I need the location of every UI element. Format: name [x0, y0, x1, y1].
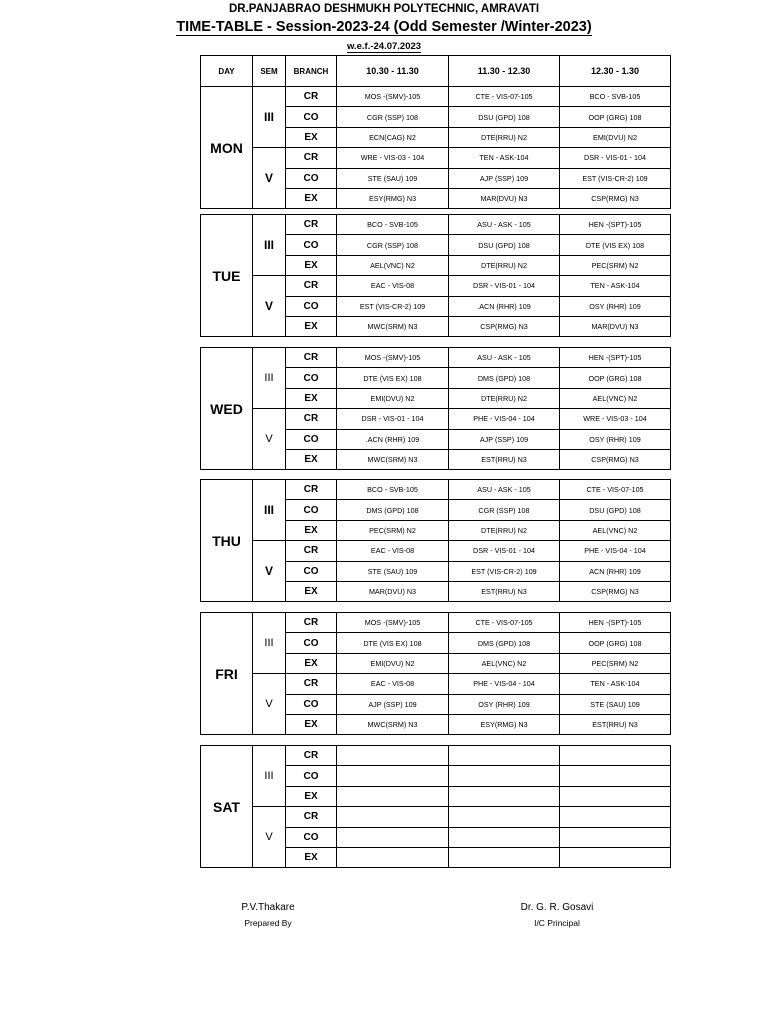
branch-label: CO: [286, 168, 337, 188]
principal-name: Dr. G. R. Gosavi: [520, 902, 594, 913]
slot-cell: [337, 827, 449, 847]
slot-cell: DMS (GPD) 108: [449, 368, 560, 388]
slot-cell: DSU (GPD) 108: [449, 235, 560, 255]
sem-label: III: [253, 215, 286, 276]
sem-label: III: [253, 746, 286, 807]
day-label: SAT: [201, 746, 253, 868]
slot-cell: TEN - ASK-104: [560, 674, 671, 694]
slot-2-header: 11.30 - 12.30: [449, 56, 560, 87]
slot-cell: CGR (SSP) 108: [337, 235, 449, 255]
slot-cell: ESY(RMG) N3: [337, 188, 449, 208]
slot-cell: DTE (VIS EX) 108: [337, 368, 449, 388]
slot-cell: EMI(DVU) N2: [337, 388, 449, 408]
slot-cell: EST (VIS-CR-2) 109: [337, 296, 449, 316]
slot-cell: DSR - VIS-01 - 104: [449, 276, 560, 296]
branch-label: CR: [286, 148, 337, 168]
slot-cell: EAC - VIS-08: [337, 276, 449, 296]
branch-label: CR: [286, 480, 337, 500]
slot-cell: OOP (GRG) 108: [560, 633, 671, 653]
slot-cell: [449, 807, 560, 827]
slot-cell: [337, 786, 449, 806]
slot-cell: AJP (SSP) 109: [449, 429, 560, 449]
slot-cell: [449, 766, 560, 786]
slot-cell: ACN (RHR) 109: [560, 561, 671, 581]
slot-cell: .ACN (RHR) 109: [337, 429, 449, 449]
slot-cell: MOS -(SMV)-105: [337, 348, 449, 368]
slot-cell: TEN - ASK-104: [560, 276, 671, 296]
slot-cell: [449, 847, 560, 867]
slot-cell: AEL(VNC) N2: [560, 520, 671, 540]
slot-cell: DTE(RRU) N2: [449, 255, 560, 275]
slot-cell: PHE - VIS-04 - 104: [560, 541, 671, 561]
principal-role: I/C Principal: [534, 918, 580, 928]
slot-cell: STE (SAU) 109: [337, 561, 449, 581]
slot-cell: CTE - VIS-07-105: [560, 480, 671, 500]
table-row: [201, 215, 671, 235]
slot-cell: MWC(SRM) N3: [337, 316, 449, 336]
slot-cell: CTE - VIS-07-105: [449, 613, 560, 633]
slot-cell: DSR - VIS-01 - 104: [449, 541, 560, 561]
sem-label: III: [253, 87, 286, 148]
day-table-fri: [200, 612, 671, 735]
slot-cell: [449, 746, 560, 766]
branch-label: EX: [286, 581, 337, 601]
slot-cell: CGR (SSP) 108: [337, 107, 449, 127]
branch-label: EX: [286, 255, 337, 275]
day-label: THU: [201, 480, 253, 602]
branch-label: EX: [286, 520, 337, 540]
institute-name: DR.PANJABRAO DESHMUKH POLYTECHNIC, AMRAVATI: [228, 3, 540, 15]
slot-cell: CGR (SSP) 108: [449, 500, 560, 520]
slot-cell: [337, 847, 449, 867]
branch-label: CR: [286, 348, 337, 368]
slot-cell: DTE (VIS EX) 108: [337, 633, 449, 653]
slot-cell: [560, 746, 671, 766]
principal-signature: [502, 902, 612, 928]
slot-cell: AJP (SSP) 109: [337, 694, 449, 714]
slot-cell: MOS -(SMV)-105: [337, 87, 449, 107]
day-label: TUE: [201, 215, 253, 337]
branch-label: CO: [286, 429, 337, 449]
slot-cell: OOP (GRG) 108: [560, 107, 671, 127]
slot-cell: MAR(DVU) N3: [449, 188, 560, 208]
day-table-wed: [200, 347, 671, 470]
sem-label: V: [253, 807, 286, 868]
slot-cell: ASU - ASK - 105: [449, 480, 560, 500]
branch-label: EX: [286, 449, 337, 469]
sem-label: V: [253, 276, 286, 337]
slot-cell: [337, 807, 449, 827]
slot-cell: BCO - SVB-105: [337, 480, 449, 500]
table-row: [201, 480, 671, 500]
slot-cell: HEN -(SPT)-105: [560, 348, 671, 368]
slot-3-header: 12.30 - 1.30: [560, 56, 671, 87]
prepared-by-name: P.V.Thakare: [241, 902, 295, 913]
branch-label: CO: [286, 368, 337, 388]
slot-cell: MWC(SRM) N3: [337, 714, 449, 734]
slot-cell: PEC(SRM) N2: [337, 520, 449, 540]
table-row: [201, 409, 671, 429]
branch-label: EX: [286, 127, 337, 147]
branch-label: EX: [286, 653, 337, 673]
day-table-thu: [200, 479, 671, 602]
branch-label: CR: [286, 87, 337, 107]
slot-cell: EMI(DVU) N2: [560, 127, 671, 147]
slot-cell: DMS (GPD) 108: [449, 633, 560, 653]
slot-cell: BCO - SVB-105: [560, 87, 671, 107]
table-row: [201, 87, 671, 107]
sem-label: III: [253, 348, 286, 409]
slot-cell: DSR - VIS-01 - 104: [560, 148, 671, 168]
day-table-sat: [200, 745, 671, 868]
slot-cell: [560, 786, 671, 806]
table-row: [201, 348, 671, 368]
branch-label: CR: [286, 613, 337, 633]
slot-cell: CTE - VIS-07-105: [449, 87, 560, 107]
branch-label: CO: [286, 235, 337, 255]
slot-cell: DTE(RRU) N2: [449, 520, 560, 540]
slot-cell: MWC(SRM) N3: [337, 449, 449, 469]
header-table: [200, 55, 671, 87]
slot-cell: CSP(RMG) N3: [560, 188, 671, 208]
slot-cell: EMI(DVU) N2: [337, 653, 449, 673]
sem-label: III: [253, 480, 286, 541]
slot-cell: ECN(CAG) N2: [337, 127, 449, 147]
day-table-tue: [200, 214, 671, 337]
day-label: FRI: [201, 613, 253, 735]
sem-label: III: [253, 613, 286, 674]
slot-cell: OSY (RHR) 109: [560, 296, 671, 316]
slot-cell: ASU - ASK - 105: [449, 348, 560, 368]
sem-label: V: [253, 674, 286, 735]
branch-column-header: BRANCH: [286, 56, 337, 87]
timetable-title: [0, 19, 768, 35]
slot-cell: [560, 847, 671, 867]
slot-cell: CSP(RMG) N3: [449, 316, 560, 336]
branch-label: EX: [286, 847, 337, 867]
slot-cell: HEN -(SPT)-105: [560, 215, 671, 235]
branch-label: CR: [286, 215, 337, 235]
slot-cell: HEN -(SPT)-105: [560, 613, 671, 633]
slot-cell: EAC - VIS-08: [337, 674, 449, 694]
slot-cell: EAC - VIS-08: [337, 541, 449, 561]
slot-cell: BCO - SVB-105: [337, 215, 449, 235]
slot-cell: MAR(DVU) N3: [337, 581, 449, 601]
slot-1-header: 10.30 - 11.30: [337, 56, 449, 87]
slot-cell: DSU (GPD) 108: [449, 107, 560, 127]
branch-label: EX: [286, 316, 337, 336]
slot-cell: CSP(RMG) N3: [560, 581, 671, 601]
branch-label: EX: [286, 388, 337, 408]
slot-cell: [560, 807, 671, 827]
branch-label: EX: [286, 714, 337, 734]
branch-label: CR: [286, 674, 337, 694]
table-row: [201, 148, 671, 168]
slot-cell: PEC(SRM) N2: [560, 653, 671, 673]
slot-cell: PHE - VIS-04 - 104: [449, 409, 560, 429]
slot-cell: OSY (RHR) 109: [560, 429, 671, 449]
branch-label: CO: [286, 633, 337, 653]
slot-cell: EST(RRU) N3: [449, 581, 560, 601]
table-row: [201, 276, 671, 296]
sem-column-header: SEM: [253, 56, 286, 87]
slot-cell: .ACN (RHR) 109: [449, 296, 560, 316]
branch-label: CO: [286, 827, 337, 847]
wef-date: [0, 41, 768, 52]
branch-label: CR: [286, 746, 337, 766]
wef-date-text: w.e.f.-24.07.2023: [346, 41, 422, 52]
slot-cell: MAR(DVU) N3: [560, 316, 671, 336]
branch-label: CR: [286, 807, 337, 827]
table-row: [201, 674, 671, 694]
slot-cell: AEL(VNC) N2: [449, 653, 560, 673]
branch-label: CO: [286, 561, 337, 581]
slot-cell: [337, 766, 449, 786]
slot-cell: ASU - ASK - 105: [449, 215, 560, 235]
slot-cell: OOP (GRG) 108: [560, 368, 671, 388]
day-label: MON: [201, 87, 253, 209]
slot-cell: AEL(VNC) N2: [560, 388, 671, 408]
slot-cell: [560, 766, 671, 786]
branch-label: EX: [286, 786, 337, 806]
sem-label: V: [253, 148, 286, 209]
branch-label: CR: [286, 409, 337, 429]
timetable-title-text: TIME-TABLE - Session-2023-24 (Odd Semester /Winter-2023): [176, 19, 592, 35]
slot-cell: DTE(RRU) N2: [449, 388, 560, 408]
slot-cell: OSY (RHR) 109: [449, 694, 560, 714]
slot-cell: DSU (GPD) 108: [560, 500, 671, 520]
slot-cell: WRE - VIS-03 - 104: [560, 409, 671, 429]
table-row: [201, 613, 671, 633]
branch-label: CO: [286, 694, 337, 714]
branch-label: CR: [286, 541, 337, 561]
branch-label: CR: [286, 276, 337, 296]
slot-cell: DMS (GPD) 108: [337, 500, 449, 520]
sem-label: V: [253, 541, 286, 602]
table-row: [201, 807, 671, 827]
slot-cell: STE (SAU) 109: [560, 694, 671, 714]
day-label: WED: [201, 348, 253, 470]
slot-cell: TEN - ASK-104: [449, 148, 560, 168]
slot-cell: WRE - VIS-03 - 104: [337, 148, 449, 168]
slot-cell: [449, 827, 560, 847]
column-header-row: [201, 56, 671, 87]
slot-cell: EST (VIS-CR-2) 109: [560, 168, 671, 188]
slot-cell: [337, 746, 449, 766]
prepared-by-signature: [218, 902, 318, 928]
branch-label: CO: [286, 766, 337, 786]
slot-cell: MOS -(SMV)-105: [337, 613, 449, 633]
prepared-by-role: Prepared By: [244, 918, 292, 928]
slot-cell: STE (SAU) 109: [337, 168, 449, 188]
slot-cell: [449, 786, 560, 806]
branch-label: CO: [286, 296, 337, 316]
branch-label: EX: [286, 188, 337, 208]
slot-cell: [560, 827, 671, 847]
slot-cell: ESY(RMG) N3: [449, 714, 560, 734]
day-table-mon: [200, 86, 671, 209]
slot-cell: EST (VIS-CR-2) 109: [449, 561, 560, 581]
slot-cell: DTE(RRU) N2: [449, 127, 560, 147]
slot-cell: EST(RRU) N3: [449, 449, 560, 469]
slot-cell: DSR - VIS-01 - 104: [337, 409, 449, 429]
slot-cell: AEL(VNC) N2: [337, 255, 449, 275]
day-column-header: DAY: [201, 56, 253, 87]
table-row: [201, 541, 671, 561]
table-row: [201, 746, 671, 766]
branch-label: CO: [286, 107, 337, 127]
branch-label: CO: [286, 500, 337, 520]
slot-cell: CSP(RMG) N3: [560, 449, 671, 469]
sem-label: V: [253, 409, 286, 470]
slot-cell: DTE (VIS EX) 108: [560, 235, 671, 255]
slot-cell: PEC(SRM) N2: [560, 255, 671, 275]
slot-cell: AJP (SSP) 109: [449, 168, 560, 188]
slot-cell: EST(RRU) N3: [560, 714, 671, 734]
slot-cell: PHE - VIS-04 - 104: [449, 674, 560, 694]
